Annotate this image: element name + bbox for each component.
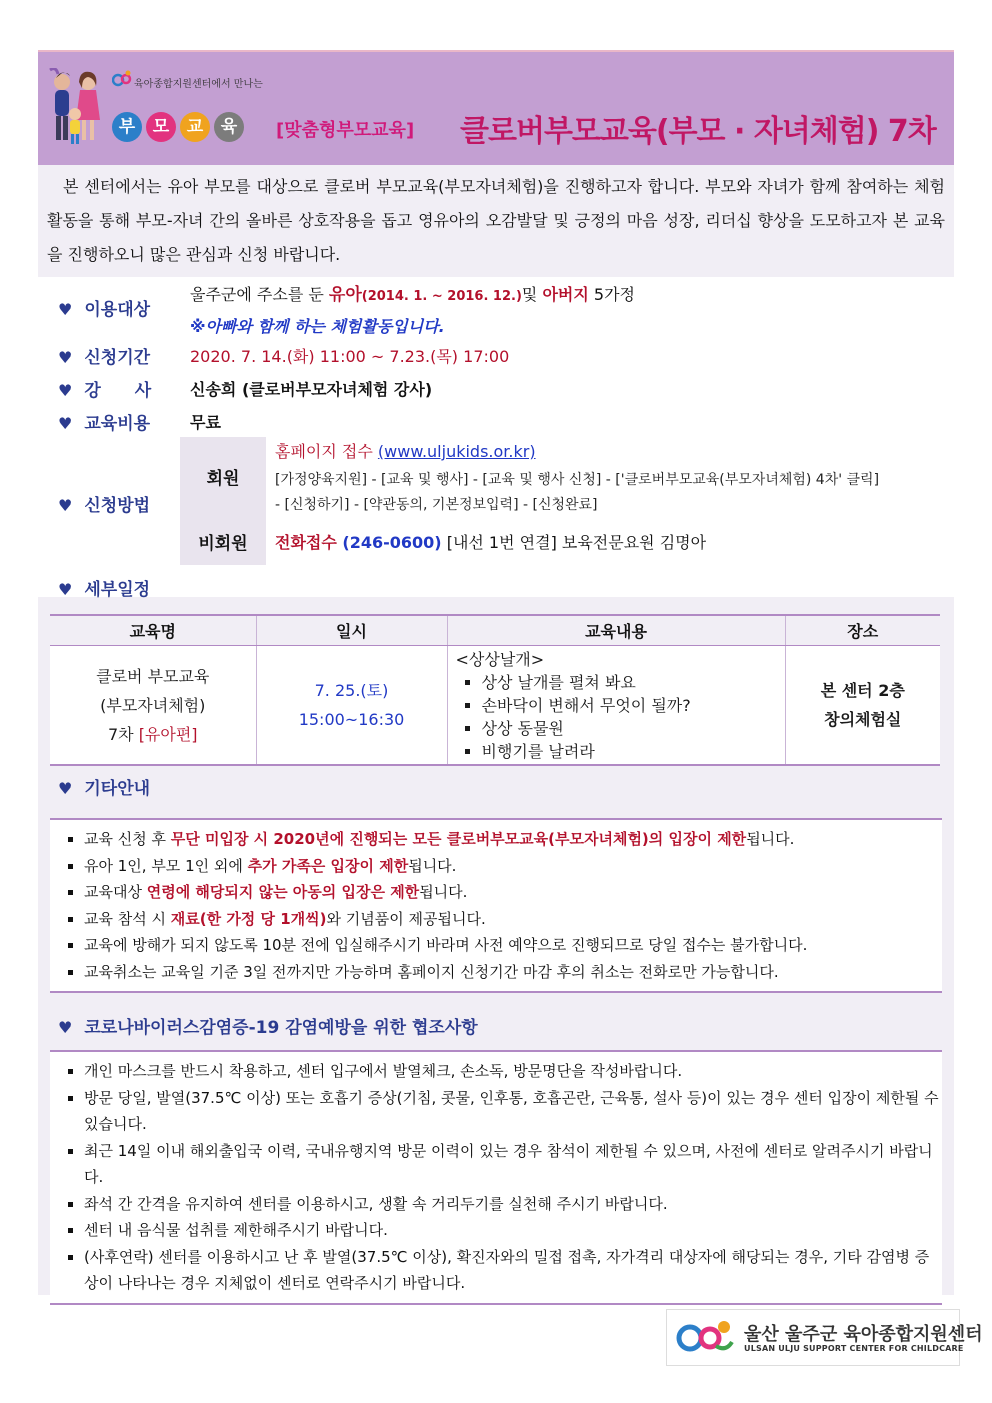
- etc-item-text: 교육 참석 시: [84, 909, 171, 928]
- list-item: ▪ 좌석 간 간격을 유지하여 센터를 이용하시고, 생활 속 거리두기를 실천해 주시기 바랍니다.: [84, 1191, 942, 1218]
- content-title: <상상날개>: [455, 650, 545, 669]
- period-value: 2020. 7. 14.(화) 11:00 ~ 7.23.(목) 17:00: [190, 347, 510, 366]
- covid-section-title: [58, 1013, 478, 1038]
- heart-icon: ♥: [58, 496, 73, 515]
- covid-notice-box: [50, 1050, 942, 1305]
- etc-item-text: 교육 신청 후: [84, 830, 171, 848]
- logo-syllable-1: 부: [112, 112, 142, 142]
- list-item: ▪ 최근 14일 이내 해외출입국 이력, 국내유행지역 방문 이력이 있는 경우 참석이 제한될 수 있으며, 사전에 센터로 알려주시기 바랍니다.: [84, 1138, 942, 1191]
- etc-item-text: 교육대상: [84, 883, 147, 901]
- schedule-label-text: 세부일정: [84, 580, 151, 600]
- etc-item-tail: 됩니다.: [419, 883, 468, 901]
- list-item: [84, 906, 942, 933]
- heart-icon: ♥: [58, 1018, 73, 1037]
- table-row: [50, 646, 940, 766]
- table-header-cell: 교육명: [50, 615, 256, 646]
- target-child: 유아: [328, 285, 362, 305]
- period-label-text: 신청기간: [84, 348, 151, 368]
- target-child-range: (2014. 1. ~ 2016. 12.): [361, 289, 522, 304]
- list-item: [84, 826, 942, 853]
- list-item: ▪ 상상 날개를 펼쳐 봐요: [482, 671, 784, 694]
- etc-item-text: 유아 1인, 부모 1인 외에: [84, 856, 248, 875]
- footer-center-eng: ULSAN ULJU SUPPORT CENTER FOR CHILDCARE: [744, 1344, 964, 1353]
- logo-syllables: [112, 112, 244, 142]
- heart-icon: ♥: [58, 580, 73, 599]
- place-line-1: 본 센터 2층: [820, 681, 905, 700]
- target-label-text: 이용대상: [84, 300, 151, 320]
- etc-notice-box: [50, 818, 942, 993]
- instructor-label-text: 강 사: [84, 381, 152, 401]
- fee-label-text: 교육비용: [84, 414, 151, 434]
- content-list: [456, 671, 784, 763]
- phone-label: 전화접수: [275, 533, 343, 552]
- list-item: ▪ 손바닥이 변해서 무엇이 될까?: [482, 694, 784, 717]
- nonmember-line: [275, 530, 706, 553]
- intro-paragraph: 본 센터에서는 유아 부모를 대상으로 클로버 부모교육(부모자녀체험)을 진행하고자 합니다. 부모와 자녀가 함께 참여하는 체험활동을 통해 부모-자녀 간의 올바른 상호작용을 돕고 영유아의 오감발달 및 긍정의 마음 성장, 리더십 향상을 도모하고자 본 교육을 진행하오니 많은 관심과 신청 바랍니다.: [47, 177, 945, 264]
- program-name-line-1: 클로버 부모교육: [96, 666, 210, 686]
- list-item: ▪ 상상 동물원: [482, 717, 784, 740]
- fee-value: 무료: [190, 413, 221, 432]
- etc-section-title: [58, 774, 150, 799]
- target-label: [58, 295, 150, 320]
- family-illustration-icon: [48, 68, 106, 148]
- etc-item-text: 교육취소는 교육일 기준 3일 전까지만 가능하며 홈페이지 신청기간 마감 후의 취소는 전화로만 가능합니다.: [84, 962, 779, 981]
- target-and: 및: [521, 285, 543, 304]
- etc-item-emphasis: 연령에 해당되지 않는 아동의 입장은 제한: [146, 883, 420, 901]
- content-cell: [447, 646, 785, 766]
- period-label: [58, 343, 150, 368]
- heart-icon: ♥: [58, 381, 73, 400]
- etc-item-emphasis: 무단 미입장 시 2020년에 진행되는 모든 클로버부모교육(부모자녀체험)의 입장이 제한: [170, 830, 747, 848]
- table-header-cell: 교육내용: [447, 615, 785, 646]
- table-header-cell: 일시: [256, 615, 447, 646]
- target-father: 아버지: [542, 285, 589, 304]
- fee-label: [58, 409, 150, 434]
- list-item: [84, 959, 942, 986]
- heart-icon: ♥: [58, 779, 73, 798]
- etc-title-text: 기타안내: [84, 779, 151, 799]
- member-line-2: [가정양육지원] - [교육 및 행사] - [교육 및 행사 신청] - ['클로버부모교육(부모자녀체험) 4차' 클릭]: [275, 472, 880, 488]
- footer-center-name: 울산 울주군 육아종합지원센터: [744, 1324, 983, 1345]
- table-header-cell: 장소: [785, 615, 940, 646]
- schedule-table: [50, 614, 940, 766]
- etc-item-emphasis: 재료(한 가정 당 1개씩): [170, 909, 327, 928]
- page-title: 클로버부모교육(부모 · 자녀체험) 7차: [460, 114, 936, 149]
- logo-syllable-2: 모: [146, 112, 176, 142]
- place-line-2: 창의체험실: [824, 710, 902, 729]
- etc-item-emphasis: 추가 가족은 입장이 제한: [247, 856, 409, 875]
- nonmember-label: 비회원: [198, 534, 248, 554]
- date-cell: [256, 646, 447, 766]
- member-homepage-label: 홈페이지 접수: [275, 442, 378, 461]
- list-item: ▪ 방문 당일, 발열(37.5℃ 이상) 또는 호흡기 증상(기침, 콧물, 인후통, 호흡곤란, 근육통, 설사 등)이 있는 경우 센터 입장이 제한될 수 있습니다.: [84, 1085, 942, 1138]
- list-item: ▪ 센터 내 음식물 섭취를 제한해주시기 바랍니다.: [84, 1217, 942, 1244]
- etc-item-tail: 됩니다.: [746, 830, 795, 848]
- logo-syllable-3: 교: [180, 112, 210, 142]
- instructor-label: [58, 376, 151, 401]
- logo-caption: 육아종합지원센터에서 만나는: [134, 79, 263, 90]
- program-name-cell: [50, 646, 256, 766]
- date-line-1: 7. 25.(토): [314, 681, 389, 700]
- homepage-link[interactable]: (www.uljukids.or.kr): [377, 442, 536, 461]
- method-label-text: 신청방법: [84, 496, 151, 516]
- phone-number: (246-0600): [342, 533, 442, 552]
- etc-list: [50, 820, 942, 991]
- member-line-3: - [신청하기] - [약관동의, 기본정보입력] - [신청완료]: [275, 497, 598, 513]
- target-count: 5가정: [588, 285, 636, 304]
- place-cell: [785, 646, 940, 766]
- member-line-1: [275, 439, 536, 462]
- table-header-row: [50, 615, 940, 646]
- schedule-label: [58, 575, 150, 600]
- target-pre: 울주군에 주소를 둔: [190, 285, 329, 304]
- method-label: [58, 491, 150, 516]
- instructor-value: 신송희 (클로버부모자녀체험 강사): [190, 380, 433, 399]
- date-line-2: 15:00~16:30: [298, 710, 405, 729]
- program-edition: [유아편]: [138, 724, 198, 744]
- list-item: ▪ 개인 마스크를 반드시 착용하고, 센터 입구에서 발열체크, 손소독, 방문명단을 작성바랍니다.: [84, 1058, 942, 1085]
- heart-icon: ♥: [58, 300, 73, 319]
- covid-title-text: 코로나바이러스감염증-19 감염예방을 위한 협조사항: [84, 1018, 478, 1038]
- etc-item-text: 교육에 방해가 되지 않도록 10분 전에 입실해주시기 바라며 사전 예약으로 진행되므로 당일 접수는 불가합니다.: [84, 936, 808, 954]
- header-subtitle: [맞춤형부모교육]: [276, 120, 415, 141]
- list-item: [84, 932, 942, 959]
- program-name-line-2: (부모자녀체험): [100, 695, 206, 715]
- center-logo-icon: [676, 1318, 736, 1354]
- heart-icon: ♥: [58, 414, 73, 433]
- etc-item-tail: 됩니다.: [408, 856, 457, 875]
- center-logo-mark-icon: [112, 70, 132, 88]
- program-round: 7차: [107, 724, 139, 744]
- list-item: ▪ 비행기를 날려라: [482, 740, 784, 763]
- etc-item-tail: 와 기념품이 제공됩니다.: [326, 909, 486, 928]
- list-item: ▪ (사후연락) 센터를 이용하시고 난 후 발열(37.5℃ 이상), 확진자와의 밀접 접촉, 자가격리 대상자에 해당되는 경우, 기타 감염병 증상이 나타나는 경우 지체없이 센터로 연락주시기 바랍니다.: [84, 1244, 942, 1297]
- logo-syllable-4: 육: [214, 112, 244, 142]
- list-item: [84, 853, 942, 880]
- target-note: ※아빠와 함께 하는 체험활동입니다.: [190, 317, 445, 336]
- covid-list: [50, 1052, 942, 1303]
- target-value: [190, 280, 635, 305]
- heart-icon: ♥: [58, 348, 73, 367]
- program-name-line-3: [51, 720, 255, 749]
- nonmember-rest: [내선 1번 연결] 보육전문요원 김명아: [441, 533, 707, 552]
- member-label: 회원: [206, 469, 240, 489]
- list-item: [84, 879, 942, 906]
